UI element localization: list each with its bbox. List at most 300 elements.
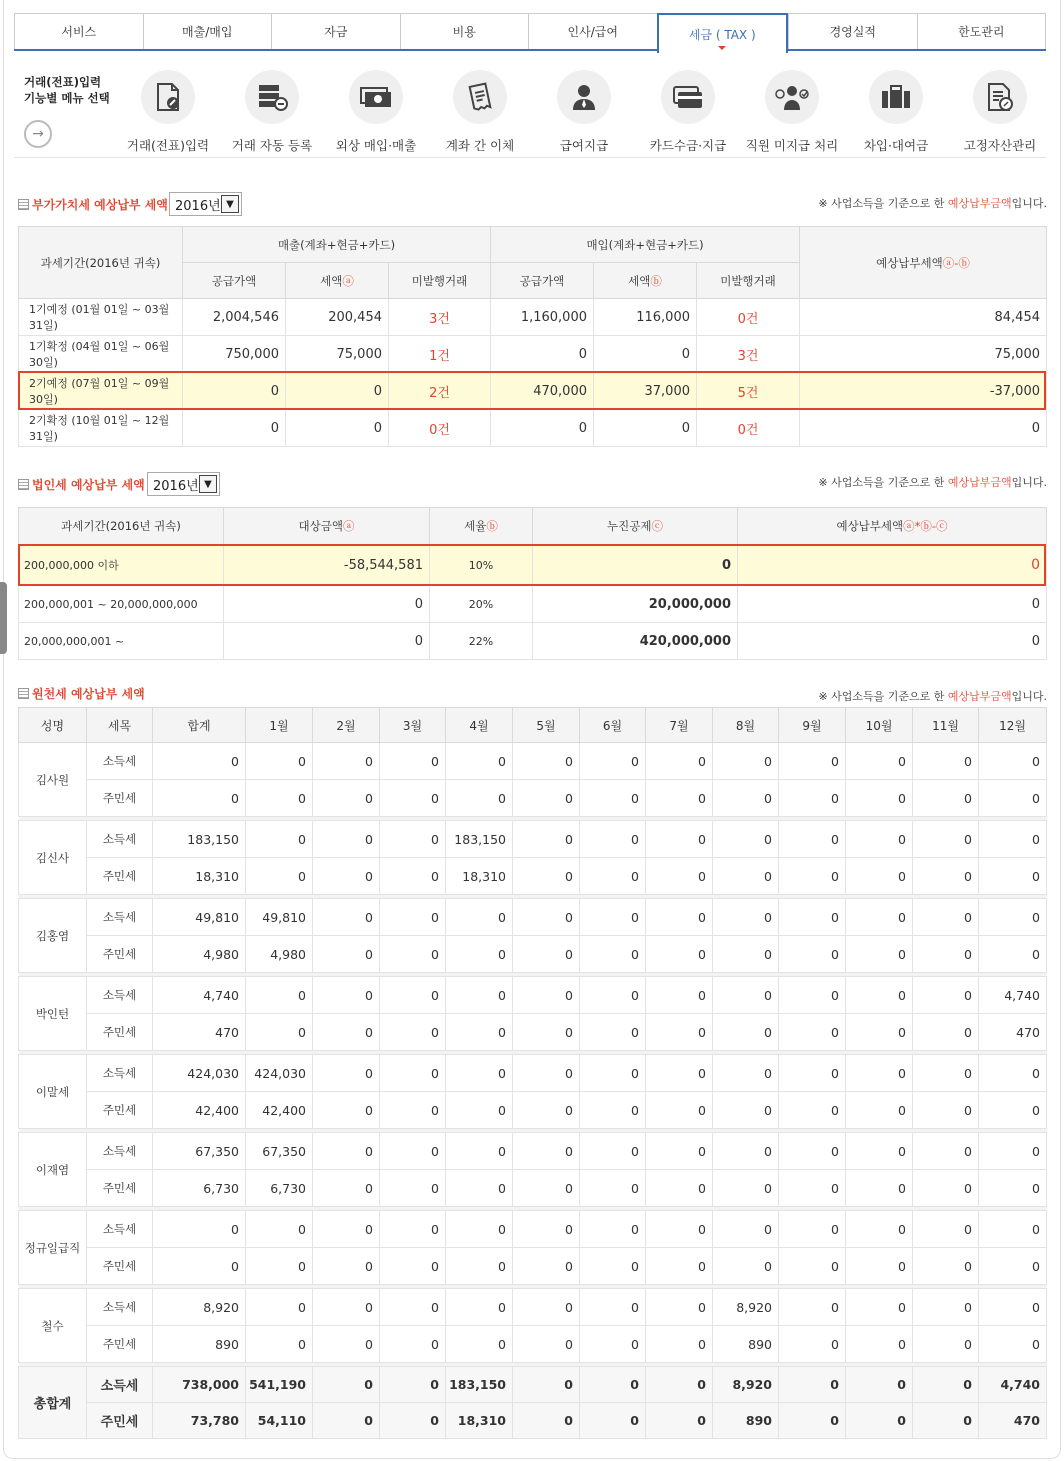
withholding-month-9: 0 bbox=[779, 1170, 846, 1207]
withholding-month-10: 0 bbox=[846, 1014, 913, 1051]
withholding-month-3: 0 bbox=[380, 1289, 446, 1326]
withholding-month-3: 0 bbox=[380, 743, 446, 780]
vat-expected: 0 bbox=[800, 410, 1047, 447]
withholding-month-4: 0 bbox=[446, 977, 513, 1014]
withholding-month-8: 0 bbox=[713, 1211, 779, 1248]
withholding-month-5: 0 bbox=[513, 743, 580, 780]
vat-year-select[interactable] bbox=[169, 192, 242, 216]
withholding-month-3: 0 bbox=[380, 1170, 446, 1207]
withholding-month-6: 0 bbox=[580, 899, 646, 936]
vat-expected: 84,454 bbox=[800, 299, 1047, 336]
withholding-month-10: 0 bbox=[846, 780, 913, 817]
corp-bracket: 20,000,000,001 ~ bbox=[19, 623, 224, 660]
corp-header-rate: 세율ⓑ bbox=[430, 508, 533, 545]
menu-item-label: 고정자산관리 bbox=[963, 138, 1037, 153]
arrow-right-icon[interactable]: → bbox=[24, 120, 52, 148]
withholding-month-11: 0 bbox=[913, 821, 979, 858]
withholding-sum: 4,740 bbox=[153, 977, 246, 1014]
withholding-month-6: 0 bbox=[580, 743, 646, 780]
withholding-month-4: 0 bbox=[446, 1211, 513, 1248]
withholding-month-5: 0 bbox=[513, 1055, 580, 1092]
employee-name: 김사원 bbox=[19, 743, 87, 817]
vat-purchase-supply: 0 bbox=[491, 410, 594, 447]
withholding-month-8: 0 bbox=[713, 1248, 779, 1285]
vat-purchase-tax: 0 bbox=[594, 336, 697, 373]
withholding-month-5: 0 bbox=[513, 977, 580, 1014]
withholding-month-5: 0 bbox=[513, 1326, 580, 1363]
withholding-month-12: 0 bbox=[979, 1133, 1047, 1170]
vat-header-sales-supply: 공급가액 bbox=[183, 263, 286, 299]
withholding-month-5: 0 bbox=[513, 1211, 580, 1248]
corp-deduction: 0 bbox=[533, 545, 738, 586]
withholding-month-10: 0 bbox=[846, 1092, 913, 1129]
withholding-month-9: 0 bbox=[779, 1092, 846, 1129]
withholding-month-6: 0 bbox=[580, 1211, 646, 1248]
employee-name: 김홍염 bbox=[19, 899, 87, 973]
withholding-month-4: 0 bbox=[446, 1133, 513, 1170]
withholding-sum: 0 bbox=[153, 780, 246, 817]
withholding-month-6: 0 bbox=[580, 1326, 646, 1363]
corp-rate: 10% bbox=[430, 545, 533, 586]
withholding-month-7: 0 bbox=[646, 1055, 713, 1092]
withholding-month-1: 0 bbox=[246, 743, 313, 780]
withholding-row bbox=[19, 1133, 1047, 1170]
withholding-month-11: 0 bbox=[913, 1014, 979, 1051]
withholding-month-4: 183,150 bbox=[446, 821, 513, 858]
corp-base: 0 bbox=[224, 623, 430, 660]
withholding-month-5: 0 bbox=[513, 1367, 580, 1403]
withholding-month-1: 0 bbox=[246, 821, 313, 858]
withholding-month-6: 0 bbox=[580, 858, 646, 895]
withholding-month-3: 0 bbox=[380, 1133, 446, 1170]
withholding-month-12: 0 bbox=[979, 780, 1047, 817]
withholding-month-1: 0 bbox=[246, 780, 313, 817]
menu-item-3[interactable] bbox=[324, 70, 428, 154]
withholding-month-3: 0 bbox=[380, 899, 446, 936]
withholding-month-12: 0 bbox=[979, 1326, 1047, 1363]
withholding-month-9: 0 bbox=[779, 899, 846, 936]
tab-label: 한도관리 bbox=[958, 25, 1005, 39]
withholding-month-3: 0 bbox=[380, 1403, 446, 1439]
withholding-month-2: 0 bbox=[313, 1170, 380, 1207]
tab-3[interactable] bbox=[271, 13, 400, 49]
withholding-month-11: 0 bbox=[913, 858, 979, 895]
vat-sales-tax: 0 bbox=[286, 373, 389, 410]
withholding-month-11: 0 bbox=[913, 1055, 979, 1092]
withholding-month-9: 0 bbox=[779, 1133, 846, 1170]
withholding-month-5: 0 bbox=[513, 821, 580, 858]
tax-type: 소득세 bbox=[87, 1055, 153, 1092]
withholding-month-10: 0 bbox=[846, 821, 913, 858]
corp-expected: 0 bbox=[738, 545, 1047, 586]
withholding-month-4: 0 bbox=[446, 743, 513, 780]
tab-label: 경영실적 bbox=[829, 25, 876, 39]
withholding-month-2: 0 bbox=[313, 977, 380, 1014]
withholding-header-0: 성명 bbox=[19, 708, 87, 743]
withholding-month-8: 0 bbox=[713, 899, 779, 936]
corp-row bbox=[19, 545, 1047, 586]
withholding-month-11: 0 bbox=[913, 1133, 979, 1170]
withholding-month-6: 0 bbox=[580, 1403, 646, 1439]
corp-header-deduction: 누진공제ⓒ bbox=[533, 508, 738, 545]
withholding-month-12: 0 bbox=[979, 1170, 1047, 1207]
withholding-month-3: 0 bbox=[380, 1055, 446, 1092]
withholding-month-8: 0 bbox=[713, 858, 779, 895]
vat-period: 2기예정 (07월 01일 ~ 09월 30일) bbox=[19, 373, 183, 410]
withholding-month-4: 0 bbox=[446, 1326, 513, 1363]
vat-row bbox=[19, 410, 1047, 447]
withholding-month-2: 0 bbox=[313, 1289, 380, 1326]
withholding-month-4: 0 bbox=[446, 1289, 513, 1326]
vat-sales-tax: 200,454 bbox=[286, 299, 389, 336]
withholding-sum: 49,810 bbox=[153, 899, 246, 936]
withholding-row bbox=[19, 1014, 1047, 1051]
vat-purchase-unissued-link[interactable]: 5건 bbox=[697, 373, 800, 410]
withholding-header-3: 1월 bbox=[246, 708, 313, 743]
withholding-sum: 183,150 bbox=[153, 821, 246, 858]
withholding-header-1: 세목 bbox=[87, 708, 153, 743]
vat-purchase-supply: 470,000 bbox=[491, 373, 594, 410]
corp-expected: 0 bbox=[738, 623, 1047, 660]
corp-header-expected: 예상납부세액ⓐ*ⓑ-ⓒ bbox=[738, 508, 1047, 545]
withholding-month-2: 0 bbox=[313, 1211, 380, 1248]
withholding-month-1: 42,400 bbox=[246, 1092, 313, 1129]
withholding-header-11: 9월 bbox=[779, 708, 846, 743]
withholding-month-10: 0 bbox=[846, 1248, 913, 1285]
withholding-month-10: 0 bbox=[846, 1055, 913, 1092]
withholding-month-3: 0 bbox=[380, 1326, 446, 1363]
tab-8[interactable] bbox=[917, 13, 1047, 49]
corp-title: 법인세 예상납부 세액 bbox=[32, 478, 145, 492]
withholding-month-9: 0 bbox=[779, 821, 846, 858]
withholding-month-8: 0 bbox=[713, 1133, 779, 1170]
withholding-month-12: 0 bbox=[979, 1092, 1047, 1129]
withholding-header-8: 6월 bbox=[580, 708, 646, 743]
briefcase-icon bbox=[869, 70, 923, 124]
main-tabs bbox=[14, 13, 1046, 51]
withholding-month-11: 0 bbox=[913, 899, 979, 936]
withholding-month-1: 49,810 bbox=[246, 899, 313, 936]
tax-type: 소득세 bbox=[87, 743, 153, 780]
employee-name: 김신사 bbox=[19, 821, 87, 895]
vat-purchase-unissued-link[interactable]: 3건 bbox=[697, 336, 800, 373]
tab-5[interactable] bbox=[528, 13, 657, 49]
withholding-header-10: 8월 bbox=[713, 708, 779, 743]
withholding-month-9: 0 bbox=[779, 1014, 846, 1051]
withholding-month-4: 0 bbox=[446, 1055, 513, 1092]
withholding-month-12: 0 bbox=[979, 821, 1047, 858]
withholding-month-12: 470 bbox=[979, 1403, 1047, 1439]
corp-base: 0 bbox=[224, 586, 430, 623]
vat-purchase-unissued-link[interactable]: 0건 bbox=[697, 410, 800, 447]
withholding-header-9: 7월 bbox=[646, 708, 713, 743]
withholding-month-8: 0 bbox=[713, 821, 779, 858]
withholding-month-10: 0 bbox=[846, 899, 913, 936]
withholding-month-7: 0 bbox=[646, 1211, 713, 1248]
withholding-sum: 4,980 bbox=[153, 936, 246, 973]
withholding-header-5: 3월 bbox=[380, 708, 446, 743]
withholding-month-7: 0 bbox=[646, 936, 713, 973]
vat-header-purchase-supply: 공급가액 bbox=[491, 263, 594, 299]
withholding-row bbox=[19, 1289, 1047, 1326]
menu-item-8[interactable] bbox=[844, 70, 948, 154]
corp-rate: 20% bbox=[430, 586, 533, 623]
corp-row bbox=[19, 586, 1047, 623]
withholding-month-3: 0 bbox=[380, 1014, 446, 1051]
menu-item-label: 직원 미지급 처리 bbox=[745, 138, 839, 153]
withholding-month-5: 0 bbox=[513, 1014, 580, 1051]
withholding-sum: 8,920 bbox=[153, 1289, 246, 1326]
tab-7[interactable] bbox=[788, 13, 917, 49]
withholding-month-12: 0 bbox=[979, 1211, 1047, 1248]
vat-sales-unissued-link[interactable]: 3건 bbox=[389, 299, 491, 336]
withholding-month-5: 0 bbox=[513, 1403, 580, 1439]
withholding-month-7: 0 bbox=[646, 1170, 713, 1207]
tab-6[interactable] bbox=[657, 13, 789, 53]
withholding-month-12: 0 bbox=[979, 1055, 1047, 1092]
employee-name: 철수 bbox=[19, 1289, 87, 1363]
tax-type: 주민세 bbox=[87, 1170, 153, 1207]
withholding-month-10: 0 bbox=[846, 858, 913, 895]
withholding-month-2: 0 bbox=[313, 1403, 380, 1439]
withholding-row bbox=[19, 1367, 1047, 1403]
withholding-month-1: 4,980 bbox=[246, 936, 313, 973]
withholding-month-3: 0 bbox=[380, 1248, 446, 1285]
withholding-sum: 6,730 bbox=[153, 1170, 246, 1207]
vat-sales-supply: 2,004,546 bbox=[183, 299, 286, 336]
withholding-month-12: 0 bbox=[979, 1289, 1047, 1326]
withholding-table bbox=[18, 707, 1047, 1439]
vat-note: ※ 사업소득을 기준으로 한 예상납부금액입니다. bbox=[818, 197, 1047, 210]
vat-header-purchase-tax: 세액ⓑ bbox=[594, 263, 697, 299]
withholding-month-9: 0 bbox=[779, 1326, 846, 1363]
menu-item-label: 계좌 간 이체 bbox=[445, 138, 515, 153]
withholding-month-11: 0 bbox=[913, 977, 979, 1014]
withholding-row bbox=[19, 743, 1047, 780]
withholding-month-3: 0 bbox=[380, 780, 446, 817]
withholding-month-11: 0 bbox=[913, 1403, 979, 1439]
withholding-sum: 18,310 bbox=[153, 858, 246, 895]
corp-note: ※ 사업소득을 기준으로 한 예상납부금액입니다. bbox=[818, 476, 1047, 489]
withholding-month-1: 67,350 bbox=[246, 1133, 313, 1170]
employee-name: 이재염 bbox=[19, 1133, 87, 1207]
withholding-month-11: 0 bbox=[913, 743, 979, 780]
tax-type: 주민세 bbox=[87, 1248, 153, 1285]
vat-sales-supply: 0 bbox=[183, 373, 286, 410]
vat-period: 1기예정 (01월 01일 ~ 03월 31일) bbox=[19, 299, 183, 336]
withholding-month-6: 0 bbox=[580, 1014, 646, 1051]
tab-label: 서비스 bbox=[61, 25, 97, 39]
list-bullet-icon bbox=[18, 199, 29, 210]
withholding-month-5: 0 bbox=[513, 1289, 580, 1326]
vat-row bbox=[19, 336, 1047, 373]
corp-year-value: 2016년 bbox=[153, 478, 199, 494]
withholding-month-4: 18,310 bbox=[446, 1403, 513, 1439]
menu-item-label: 거래(전표)입력 bbox=[126, 138, 210, 153]
withholding-month-1: 6,730 bbox=[246, 1170, 313, 1207]
menu-item-2[interactable] bbox=[220, 70, 324, 154]
withholding-section-title bbox=[18, 685, 145, 702]
withholding-month-8: 0 bbox=[713, 1014, 779, 1051]
withholding-month-2: 0 bbox=[313, 1248, 380, 1285]
document-edit-icon bbox=[141, 70, 195, 124]
tax-type: 주민세 bbox=[87, 1403, 153, 1439]
tax-type: 소득세 bbox=[87, 977, 153, 1014]
withholding-month-4: 0 bbox=[446, 1092, 513, 1129]
corp-deduction: 420,000,000 bbox=[533, 623, 738, 660]
vat-header-period: 과세기간(2016년 귀속) bbox=[19, 227, 183, 299]
tab-2[interactable] bbox=[143, 13, 272, 49]
withholding-month-5: 0 bbox=[513, 858, 580, 895]
withholding-month-8: 0 bbox=[713, 936, 779, 973]
menu-item-6[interactable] bbox=[636, 70, 740, 154]
menu-item-label: 급여지급 bbox=[559, 138, 609, 153]
withholding-month-2: 0 bbox=[313, 1326, 380, 1363]
withholding-month-2: 0 bbox=[313, 899, 380, 936]
withholding-month-4: 0 bbox=[446, 1248, 513, 1285]
vat-sales-tax: 75,000 bbox=[286, 336, 389, 373]
withholding-month-2: 0 bbox=[313, 858, 380, 895]
withholding-month-7: 0 bbox=[646, 780, 713, 817]
vat-sales-unissued-link[interactable]: 1건 bbox=[389, 336, 491, 373]
withholding-month-11: 0 bbox=[913, 936, 979, 973]
withholding-month-3: 0 bbox=[380, 1211, 446, 1248]
withholding-month-11: 0 bbox=[913, 1170, 979, 1207]
withholding-month-9: 0 bbox=[779, 936, 846, 973]
corp-base: -58,544,581 bbox=[224, 545, 430, 586]
withholding-month-8: 0 bbox=[713, 780, 779, 817]
withholding-month-10: 0 bbox=[846, 1211, 913, 1248]
vat-sales-unissued-link[interactable]: 0건 bbox=[389, 410, 491, 447]
withholding-month-3: 0 bbox=[380, 1367, 446, 1403]
tab-4[interactable] bbox=[400, 13, 529, 49]
tax-type: 주민세 bbox=[87, 1092, 153, 1129]
withholding-month-2: 0 bbox=[313, 743, 380, 780]
corp-header-period: 과세기간(2016년 귀속) bbox=[19, 508, 224, 545]
vat-section-title bbox=[18, 196, 168, 213]
menu-item-5[interactable] bbox=[532, 70, 636, 154]
vat-sales-supply: 750,000 bbox=[183, 336, 286, 373]
vat-purchase-tax: 0 bbox=[594, 410, 697, 447]
withholding-month-6: 0 bbox=[580, 1133, 646, 1170]
tax-type: 소득세 bbox=[87, 1367, 153, 1403]
tax-type: 주민세 bbox=[87, 936, 153, 973]
withholding-sum: 424,030 bbox=[153, 1055, 246, 1092]
withholding-month-3: 0 bbox=[380, 821, 446, 858]
person-icon bbox=[557, 70, 611, 124]
withholding-month-11: 0 bbox=[913, 1248, 979, 1285]
withholding-month-12: 0 bbox=[979, 1248, 1047, 1285]
withholding-month-4: 183,150 bbox=[446, 1367, 513, 1403]
withholding-month-4: 0 bbox=[446, 780, 513, 817]
withholding-month-9: 0 bbox=[779, 743, 846, 780]
withholding-month-7: 0 bbox=[646, 858, 713, 895]
withholding-month-10: 0 bbox=[846, 1133, 913, 1170]
withholding-row bbox=[19, 1403, 1047, 1439]
withholding-month-7: 0 bbox=[646, 1014, 713, 1051]
chevron-down-icon[interactable]: ▼ bbox=[221, 195, 239, 213]
menu-caption-line2: 기능별 메뉴 선택 bbox=[24, 91, 110, 105]
withholding-month-8: 0 bbox=[713, 743, 779, 780]
side-panel-handle[interactable] bbox=[0, 582, 7, 654]
menu-item-9[interactable] bbox=[948, 70, 1052, 154]
withholding-sum: 0 bbox=[153, 1211, 246, 1248]
withholding-row bbox=[19, 936, 1047, 973]
vat-sales-tax: 0 bbox=[286, 410, 389, 447]
withholding-month-4: 0 bbox=[446, 899, 513, 936]
tab-label: 인사/급여 bbox=[567, 25, 618, 39]
withholding-sum: 0 bbox=[153, 743, 246, 780]
corp-year-select[interactable] bbox=[147, 472, 220, 496]
corp-row bbox=[19, 623, 1047, 660]
vat-sales-unissued-link[interactable]: 2건 bbox=[389, 373, 491, 410]
withholding-row bbox=[19, 821, 1047, 858]
menu-item-label: 거래 자동 등록 bbox=[231, 138, 313, 153]
withholding-row bbox=[19, 899, 1047, 936]
withholding-month-5: 0 bbox=[513, 1170, 580, 1207]
withholding-month-6: 0 bbox=[580, 821, 646, 858]
cash-money-icon bbox=[349, 70, 403, 124]
withholding-month-8: 0 bbox=[713, 1170, 779, 1207]
tab-label: 자금 bbox=[324, 25, 348, 39]
withholding-month-7: 0 bbox=[646, 821, 713, 858]
withholding-month-1: 0 bbox=[246, 1014, 313, 1051]
menu-item-4[interactable] bbox=[428, 70, 532, 154]
chevron-down-icon[interactable]: ▼ bbox=[199, 475, 217, 493]
withholding-month-4: 18,310 bbox=[446, 858, 513, 895]
transfer-slip-icon bbox=[453, 70, 507, 124]
withholding-month-6: 0 bbox=[580, 977, 646, 1014]
withholding-month-1: 54,110 bbox=[246, 1403, 313, 1439]
withholding-month-5: 0 bbox=[513, 1092, 580, 1129]
withholding-month-7: 0 bbox=[646, 1326, 713, 1363]
withholding-month-7: 0 bbox=[646, 1133, 713, 1170]
vat-header-purchase: 매입(계좌+현금+카드) bbox=[491, 227, 800, 263]
withholding-header-12: 10월 bbox=[846, 708, 913, 743]
withholding-month-9: 0 bbox=[779, 1248, 846, 1285]
withholding-month-7: 0 bbox=[646, 1403, 713, 1439]
withholding-month-12: 4,740 bbox=[979, 977, 1047, 1014]
menu-item-1[interactable] bbox=[116, 70, 220, 154]
withholding-month-2: 0 bbox=[313, 1055, 380, 1092]
withholding-month-11: 0 bbox=[913, 1211, 979, 1248]
withholding-row bbox=[19, 977, 1047, 1014]
withholding-month-7: 0 bbox=[646, 899, 713, 936]
withholding-row bbox=[19, 780, 1047, 817]
vat-purchase-unissued-link[interactable]: 0건 bbox=[697, 299, 800, 336]
withholding-month-6: 0 bbox=[580, 1289, 646, 1326]
vat-period: 1기확정 (04월 01일 ~ 06월 30일) bbox=[19, 336, 183, 373]
tax-type: 소득세 bbox=[87, 1289, 153, 1326]
withholding-month-7: 0 bbox=[646, 1248, 713, 1285]
withholding-month-6: 0 bbox=[580, 936, 646, 973]
withholding-month-5: 0 bbox=[513, 936, 580, 973]
withholding-row bbox=[19, 1055, 1047, 1092]
withholding-month-10: 0 bbox=[846, 1403, 913, 1439]
tab-1[interactable] bbox=[14, 13, 143, 49]
withholding-month-6: 0 bbox=[580, 1248, 646, 1285]
withholding-month-3: 0 bbox=[380, 936, 446, 973]
menu-caption bbox=[24, 74, 124, 106]
withholding-month-8: 8,920 bbox=[713, 1289, 779, 1326]
withholding-sum: 0 bbox=[153, 1248, 246, 1285]
function-menu bbox=[14, 62, 1046, 158]
withholding-header-7: 5월 bbox=[513, 708, 580, 743]
menu-item-7[interactable] bbox=[740, 70, 844, 154]
withholding-month-10: 0 bbox=[846, 1289, 913, 1326]
withholding-month-9: 0 bbox=[779, 1403, 846, 1439]
withholding-month-12: 0 bbox=[979, 936, 1047, 973]
